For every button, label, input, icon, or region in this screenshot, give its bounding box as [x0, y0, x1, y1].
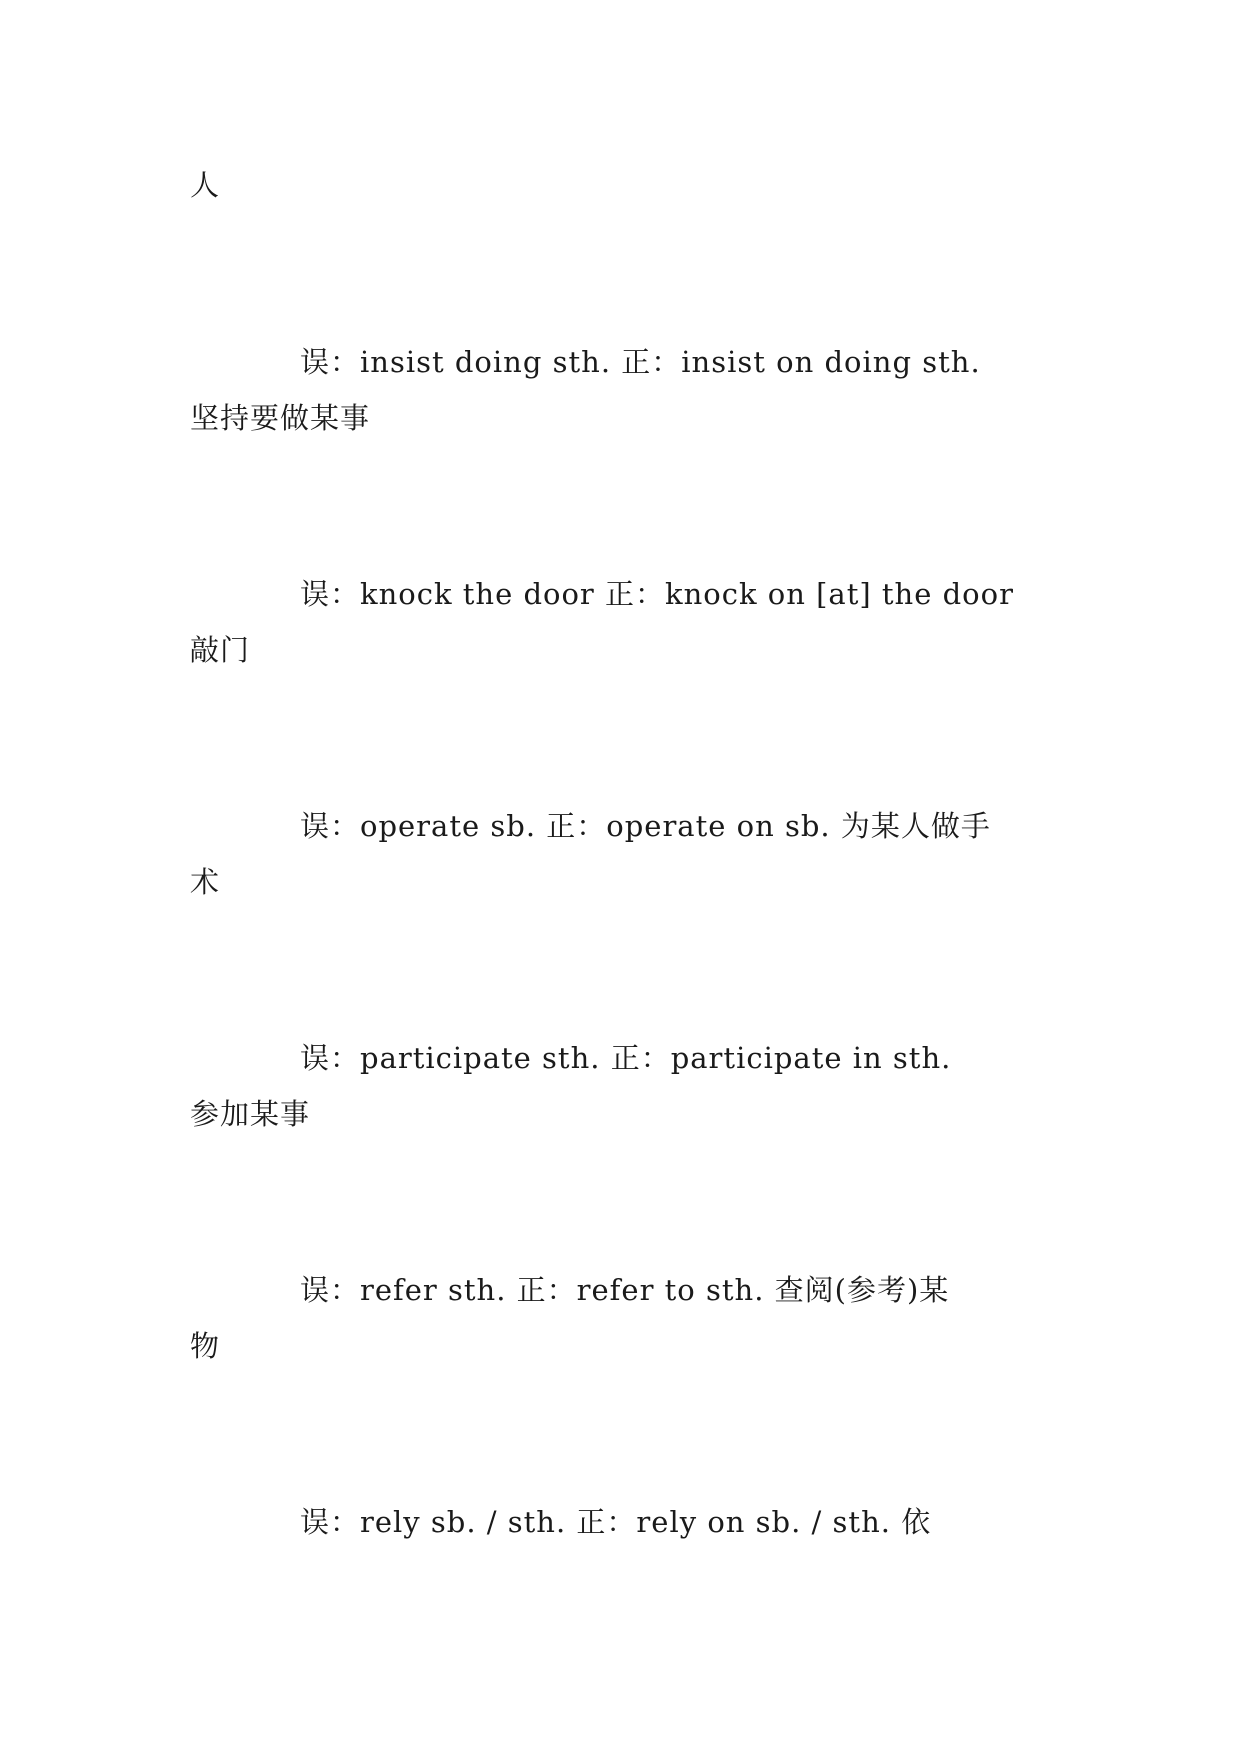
entry-2-line-1: 误：knock the door 正：knock on [at] the door [300, 577, 1014, 611]
entry-4-line-2: 参加某事 [190, 1097, 311, 1131]
entry-3-line-1: 误：operate sb. 正：operate on sb. 为某人做手 [300, 809, 991, 843]
entry-2-line-2: 敲门 [190, 633, 251, 667]
entry-5-line-1: 误：refer sth. 正：refer to sth. 查阅(参考)某 [300, 1273, 950, 1307]
entry-1-line-1: 误：insist doing sth. 正：insist on doing sth. [300, 345, 981, 379]
entry-4-line-1: 误：participate sth. 正：participate in sth. [300, 1041, 952, 1075]
entry-6-line-1: 误：rely sb. / sth. 正：rely on sb. / sth. 依 [300, 1505, 932, 1539]
entry-3-line-2: 术 [190, 865, 221, 899]
entry-1-line-2: 坚持要做某事 [190, 401, 371, 435]
entry-5-line-2: 物 [190, 1329, 221, 1363]
top-fragment: 人 [190, 168, 221, 202]
